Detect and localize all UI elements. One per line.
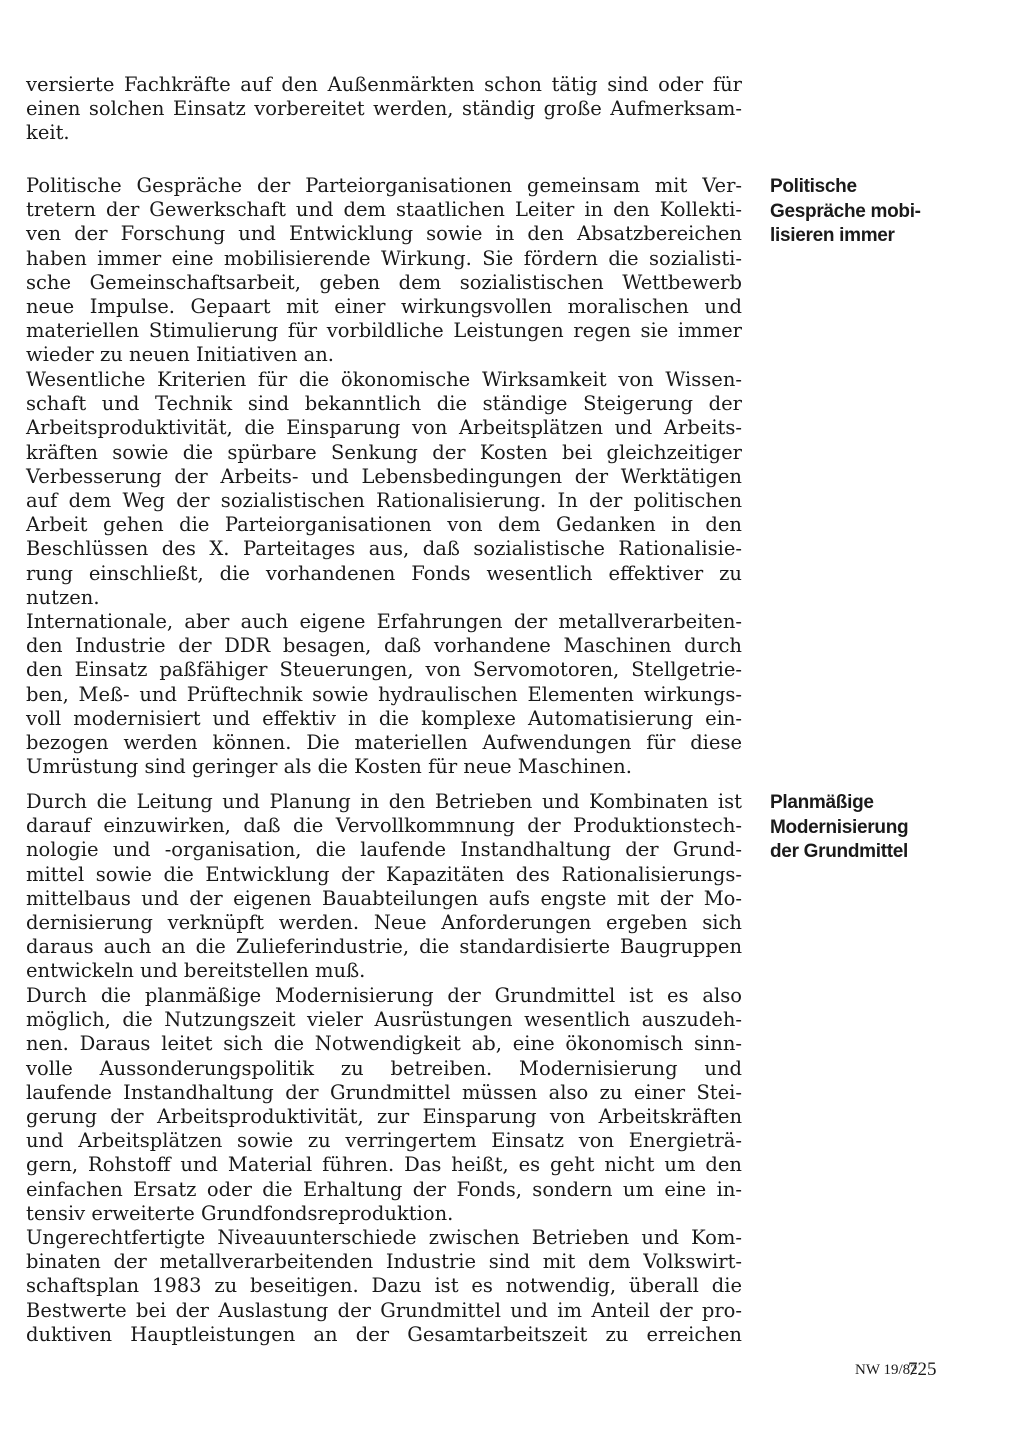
text-line: Umrüstung sind geringer als die Kosten für neue Maschinen. <box>26 755 632 779</box>
text-line: kräften sowie die spürbare Senkung der Kosten bei gleichzeitiger <box>26 440 742 464</box>
paragraph-efficiency-criteria <box>26 368 742 610</box>
text-line: versierte Fachkräfte auf den Außenmärkten schon tätig sind oder für <box>26 73 742 96</box>
paragraph-level-differences <box>26 1226 742 1347</box>
paragraph-fixed-assets-modernization <box>26 984 742 1226</box>
text-line: einen solchen Einsatz vorbereitet werden, ständig große Aufmerksam- <box>26 97 742 121</box>
margin-note-line: Modernisierung <box>770 816 909 838</box>
text-line: einfachen Ersatz oder die Erhaltung der Fonds, sondern um eine in- <box>26 1177 742 1201</box>
text-line: Ungerechtfertigte Niveauunterschiede zwischen Betrieben und Kom- <box>26 1226 742 1249</box>
paragraph-planning-management <box>26 790 742 984</box>
text-line: darauf einzuwirken, daß die Vervollkommnung der Produktionstech- <box>26 814 742 838</box>
text-line: ven der Forschung und Entwicklung sowie in den Absatzbereichen <box>26 222 742 246</box>
text-line: neue Impulse. Gepaart mit einer wirkungsvollen moralischen und <box>26 294 742 318</box>
text-line: gern, Rohstoff und Material führen. Das heißt, es geht nicht um den <box>26 1153 742 1177</box>
text-line: Bestwerte bei der Auslastung der Grundmittel und im Anteil der pro- <box>26 1298 742 1322</box>
text-line: voll modernisiert und effektiv in die komplexe Automatisierung ein- <box>26 706 742 730</box>
text-line: laufende Instandhaltung der Grundmittel müssen also zu einer Stei- <box>26 1080 742 1104</box>
text-line: volle Aussonderungspolitik zu betreiben. Modernisierung und <box>26 1056 742 1080</box>
margin-note-line: der Grundmittel <box>770 841 909 862</box>
text-line: Politische Gespräche der Parteiorganisationen gemeinsam mit Ver- <box>26 174 742 197</box>
text-line: tretern der Gewerkschaft und dem staatlichen Leiter in den Kollekti- <box>26 198 742 222</box>
text-line: mittel sowie die Entwicklung der Kapazitäten des Rationalisierungs- <box>26 862 742 886</box>
text-line: haben immer eine mobilisierende Wirkung. Sie fördern die sozialisti- <box>26 246 742 270</box>
margin-note-political-talks <box>770 175 970 249</box>
margin-note-line: Planmäßige <box>770 792 874 813</box>
margin-note-modernization <box>770 791 970 865</box>
paragraph-modernization-experience <box>26 610 742 779</box>
text-line: möglich, die Nutzungszeit vieler Ausrüstungen wesentlich auszudeh- <box>26 1008 742 1032</box>
text-line: tensiv erweiterte Grundfondsreproduktion. <box>26 1201 454 1225</box>
text-line: den Einsatz paßfähiger Steuerungen, von Servomotoren, Stellgetrie- <box>26 658 742 682</box>
paragraph-intro-fragment <box>26 73 742 146</box>
margin-note-line: Politische <box>770 176 857 197</box>
text-line: Wesentliche Kriterien für die ökonomische Wirksamkeit von Wissen- <box>26 368 742 391</box>
text-line: Arbeit gehen die Parteiorganisationen von dem Gedanken in den <box>26 513 742 537</box>
text-line: den Industrie der DDR besagen, daß vorhandene Maschinen durch <box>26 634 742 658</box>
text-line: Internationale, aber auch eigene Erfahrungen der metallverarbeiten- <box>26 610 742 633</box>
text-line: sche Gemeinschaftsarbeit, geben dem sozialistischen Wettbewerb <box>26 270 742 294</box>
issue-label: NW 19/82 <box>855 1362 918 1378</box>
text-line: nen. Daraus leitet sich die Notwendigkeit ab, eine ökonomisch sinn- <box>26 1032 742 1056</box>
text-line: ben, Meß- und Prüftechnik sowie hydraulischen Elementen wirkungs- <box>26 682 742 706</box>
text-line: binaten der metallverarbeitenden Industrie sind mit dem Volkswirt- <box>26 1250 742 1274</box>
text-line: und Arbeitsplätzen sowie zu verringertem Einsatz von Energieträ- <box>26 1129 742 1153</box>
text-line: bezogen werden können. Die materiellen Aufwendungen für diese <box>26 730 742 754</box>
text-line: Arbeitsproduktivität, die Einsparung von Arbeitsplätzen und Arbeits- <box>26 416 742 440</box>
text-line: dernisierung verknüpft werden. Neue Anforderungen ergeben sich <box>26 910 742 934</box>
text-line: gerung der Arbeitsproduktivität, zur Einsparung von Arbeitskräften <box>26 1104 742 1128</box>
text-line: nologie und -organisation, die laufende Instandhaltung der Grund- <box>26 838 742 862</box>
text-line: Beschlüssen des X. Parteitages aus, daß sozialistische Rationalisie- <box>26 537 742 561</box>
text-line: Verbesserung der Arbeits- und Lebensbedingungen der Werktätigen <box>26 464 742 488</box>
margin-note-line: lisieren immer <box>770 225 895 246</box>
text-line: nutzen. <box>26 585 100 609</box>
text-line: wieder zu neuen Initiativen an. <box>26 343 334 367</box>
page-number: 725 <box>908 1359 937 1380</box>
text-line: schaftsplan 1983 zu beseitigen. Dazu ist es notwendig, überall die <box>26 1274 742 1298</box>
text-line: duktiven Hauptleistungen an der Gesamtarbeitszeit zu erreichen <box>26 1322 742 1346</box>
text-line: keit. <box>26 121 70 145</box>
text-line: mittelbaus und der eigenen Bauabteilungen aufs engste mit der Mo- <box>26 886 742 910</box>
margin-note-line: Gespräche mobi- <box>770 200 921 222</box>
text-line: rung einschließt, die vorhandenen Fonds wesentlich effektiver zu <box>26 561 742 585</box>
text-line: Durch die Leitung und Planung in den Betrieben und Kombinaten ist <box>26 790 742 813</box>
text-line: daraus auch an die Zulieferindustrie, die standardisierte Baugruppen <box>26 935 742 959</box>
text-line: schaft und Technik sind bekanntlich die ständige Steigerung der <box>26 392 742 416</box>
text-line: materiellen Stimulierung für vorbildliche Leistungen regen sie immer <box>26 319 742 343</box>
text-line: auf dem Weg der sozialistischen Rationalisierung. In der politischen <box>26 488 742 512</box>
text-line: Durch die planmäßige Modernisierung der Grundmittel ist es also <box>26 984 742 1007</box>
text-line: entwickeln und bereitstellen muß. <box>26 959 366 983</box>
paragraph-political-talks <box>26 174 742 368</box>
